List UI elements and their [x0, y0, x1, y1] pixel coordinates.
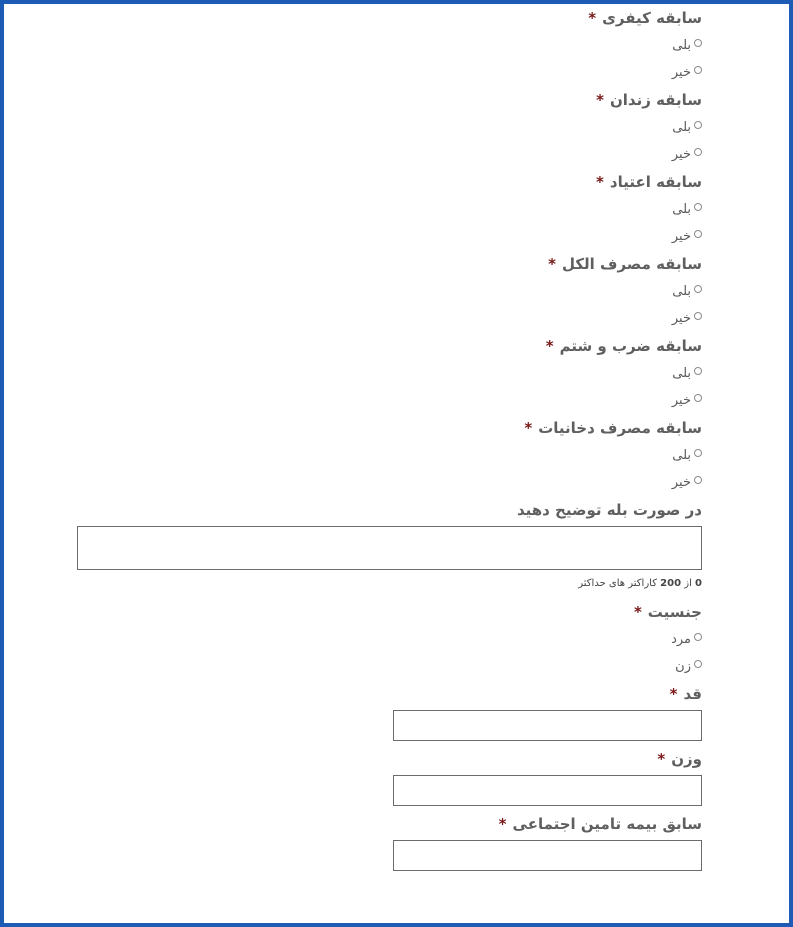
prison-record-no[interactable]: [62, 141, 702, 168]
addiction-record-yes[interactable]: [62, 196, 702, 223]
required-asterisk: *: [548, 255, 556, 273]
option-label: خیر: [671, 311, 691, 326]
radio-button[interactable]: [694, 203, 702, 211]
height-label: قد*: [669, 685, 702, 703]
insurance-history-input[interactable]: [393, 840, 702, 871]
option-label: زن: [675, 659, 691, 674]
criminal-record-no[interactable]: [62, 59, 702, 86]
option-label: خیر: [671, 65, 691, 80]
application-form: [62, 4, 702, 871]
radio-button[interactable]: [694, 148, 702, 156]
option-label: بلی: [672, 202, 691, 217]
required-asterisk: *: [588, 9, 597, 27]
prison-record-label: سابقه زندان*: [596, 91, 702, 109]
radio-button[interactable]: [694, 121, 702, 129]
option-label: خیر: [671, 229, 691, 244]
required-asterisk: *: [498, 815, 507, 833]
option-label: مرد: [671, 632, 691, 647]
tobacco-record-yes[interactable]: [62, 442, 702, 469]
gender-female[interactable]: [62, 653, 702, 680]
radio-button[interactable]: [694, 39, 702, 47]
radio-button[interactable]: [694, 285, 702, 293]
radio-button[interactable]: [694, 660, 702, 668]
radio-button[interactable]: [694, 66, 702, 74]
option-label: بلی: [672, 120, 691, 135]
radio-button[interactable]: [694, 367, 702, 375]
radio-button[interactable]: [694, 394, 702, 402]
weight-input[interactable]: [393, 775, 702, 806]
option-label: بلی: [672, 448, 691, 463]
radio-button[interactable]: [694, 312, 702, 320]
required-asterisk: *: [596, 91, 604, 109]
required-asterisk: *: [633, 603, 642, 621]
option-label: بلی: [672, 284, 691, 299]
assault-record-yes[interactable]: [62, 360, 702, 387]
required-asterisk: *: [669, 685, 678, 703]
required-asterisk: *: [596, 173, 604, 191]
tobacco-record-label: سابقه مصرف دخانیات*: [524, 419, 702, 437]
alcohol-record-label: سابقه مصرف الکل*: [548, 255, 702, 273]
required-asterisk: *: [545, 337, 554, 355]
radio-button[interactable]: [694, 230, 702, 238]
option-label: بلی: [672, 38, 691, 53]
option-label: خیر: [671, 393, 691, 408]
explanation-label: در صورت بله توضیح دهید: [516, 501, 702, 519]
criminal-record-label: سابقه کیفری*: [588, 9, 702, 27]
explanation-textarea[interactable]: [77, 526, 702, 570]
addiction-record-no[interactable]: [62, 223, 702, 250]
addiction-record-label: سابقه اعتیاد*: [596, 173, 702, 191]
radio-button[interactable]: [694, 449, 702, 457]
height-input[interactable]: [393, 710, 702, 741]
insurance-history-label: سابق بیمه تامین اجتماعی*: [498, 815, 702, 833]
prison-record-yes[interactable]: [62, 114, 702, 141]
alcohol-record-yes[interactable]: [62, 278, 702, 305]
criminal-record-yes[interactable]: [62, 32, 702, 59]
character-counter: 0 از 200 کاراکتر های حداکثر: [578, 578, 702, 589]
radio-button[interactable]: [694, 476, 702, 484]
option-label: خیر: [671, 475, 691, 490]
gender-label: جنسیت*: [633, 603, 702, 621]
required-asterisk: *: [524, 419, 533, 437]
weight-label: وزن*: [657, 750, 702, 768]
option-label: بلی: [672, 366, 691, 381]
required-asterisk: *: [657, 750, 666, 768]
gender-male[interactable]: [62, 626, 702, 653]
assault-record-label: سابقه ضرب و شتم*: [545, 337, 702, 355]
assault-record-no[interactable]: [62, 387, 702, 414]
tobacco-record-no[interactable]: [62, 469, 702, 496]
alcohol-record-no[interactable]: [62, 305, 702, 332]
option-label: خیر: [671, 147, 691, 162]
radio-button[interactable]: [694, 633, 702, 641]
